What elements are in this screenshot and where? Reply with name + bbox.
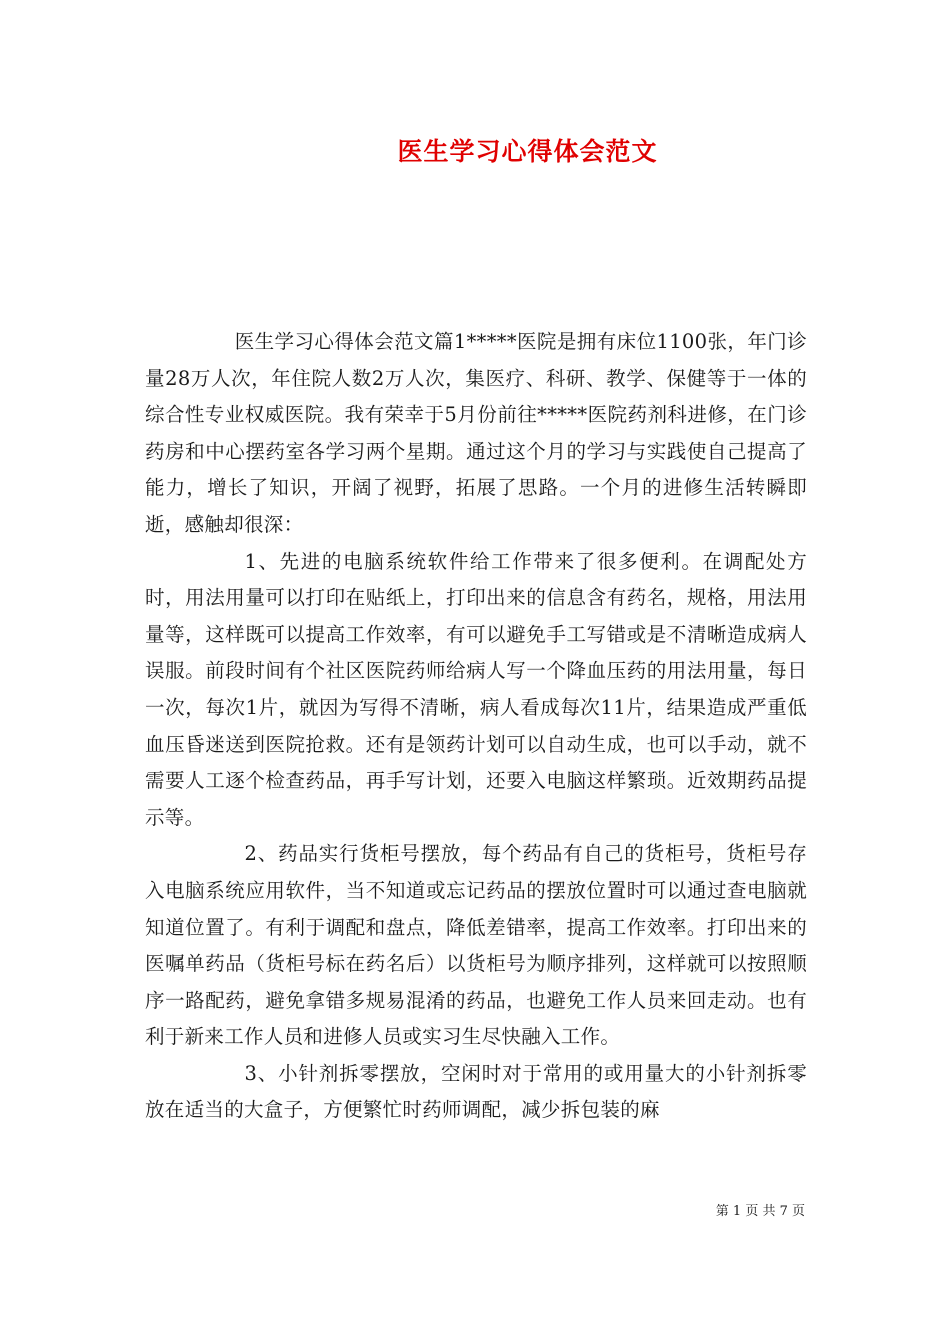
paragraph-item-1: 1、先进的电脑系统软件给工作带来了很多便利。在调配处方时，用法用量可以打印在贴纸上，打印出来的信息含有药名，规格，用法用量等，这样既可以提高工作效率，有可以避免手工写错或是不清晰造成病人误服。前段时间有个社区医院药师给病人写一个降血压药的用法用量，每日一次，每次1片，就因为写得不清晰，病人看成每次11片，结果造成严重低血压昏迷送到医院抢救。还有是领药计划可以自动生成，也可以手动，就不需要人工逐个检查药品，再手写计划，还要入电脑这样繁琐。近效期药品提示等。 xyxy=(145,549,807,829)
paragraph-item-2: 2、药品实行货柜号摆放，每个药品有自己的货柜号，货柜号存入电脑系统应用软件，当不知道或忘记药品的摆放位置时可以通过查电脑就知道位置了。有利于调配和盘点，降低差错率，提高工作效率。打印出来的医嘱单药品（货柜号标在药名后）以货柜号为顺序排列，这样就可以按照顺序一路配药，避免拿错多规易混淆的药品，也避免工作人员来回走动。也有利于新来工作人员和进修人员或实习生尽快融入工作。 xyxy=(145,842,807,1049)
document-body xyxy=(145,324,807,1129)
paragraph-intro: 医生学习心得体会范文篇1*****医院是拥有床位1100张，年门诊量28万人次，年住院人数2万人次，集医疗、科研、教学、保健等于一体的综合性专业权威医院。我有荣幸于5月份前往*****医院药剂科进修，在门诊药房和中心摆药室各学习两个星期。通过这个月的学习与实践使自己提高了能力，增长了知识，开阔了视野，拓展了思路。一个月的进修生活转瞬即逝，感触却很深： xyxy=(145,330,807,536)
page-number-footer: 第 1 页 共 7 页 xyxy=(715,1204,805,1219)
document-title: 医生学习心得体会范文 xyxy=(397,137,658,166)
paragraph-item-3: 3、小针剂拆零摆放，空闲时对于常用的或用量大的小针剂拆零放在适当的大盒子，方便繁忙时药师调配，减少拆包装的麻 xyxy=(145,1061,807,1122)
